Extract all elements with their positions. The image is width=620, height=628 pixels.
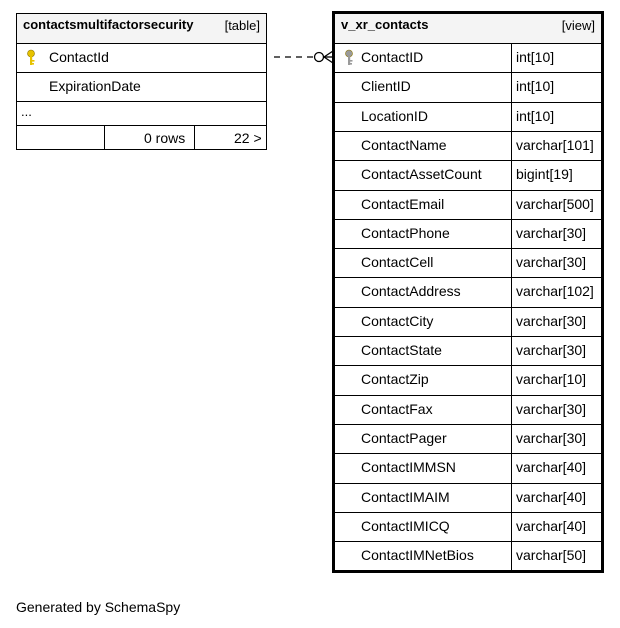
primary-key-icon <box>343 49 355 67</box>
column-name: ContactAssetCount <box>361 166 482 183</box>
column-name: ContactCity <box>361 312 434 329</box>
column-name: ContactIMICQ <box>361 517 450 534</box>
column-name: ExpirationDate <box>49 78 141 94</box>
column-type: varchar[40] <box>516 459 587 476</box>
column-name: ContactAddress <box>361 283 461 300</box>
generated-by-footer: Generated by SchemaSpy <box>16 599 181 615</box>
column-row[interactable] <box>17 43 266 73</box>
column-name: ContactFax <box>361 400 433 417</box>
column-row[interactable] <box>335 277 601 307</box>
column-row[interactable] <box>335 365 601 395</box>
column-row[interactable] <box>335 102 601 132</box>
column-type: varchar[500] <box>516 195 594 212</box>
column-row[interactable] <box>335 483 601 513</box>
column-type: varchar[10] <box>516 371 587 388</box>
column-row[interactable] <box>335 512 601 542</box>
column-name: ContactCell <box>361 254 434 271</box>
column-row[interactable] <box>335 453 601 483</box>
column-name: ContactEmail <box>361 195 445 212</box>
table-name: contactsmultifactorsecurity <box>23 17 194 32</box>
column-type: varchar[30] <box>516 429 587 446</box>
column-row[interactable] <box>335 190 601 220</box>
column-type: varchar[102] <box>516 283 594 300</box>
primary-key-icon <box>25 49 37 67</box>
table-contactsmultifactorsecurity[interactable] <box>16 13 267 150</box>
table-footer-row <box>17 125 266 150</box>
row-count: 0 rows <box>144 130 186 146</box>
column-name: LocationID <box>361 107 428 124</box>
children-count-link[interactable]: 22 > <box>234 130 262 146</box>
column-name: ContactZip <box>361 371 429 388</box>
more-columns-ellipsis: ... <box>21 104 32 119</box>
column-type: varchar[101] <box>516 136 594 153</box>
view-kind: [view] <box>561 18 595 33</box>
view-name: v_xr_contacts <box>341 17 429 32</box>
column-type: varchar[50] <box>516 547 587 564</box>
column-row[interactable] <box>335 541 601 571</box>
column-type: int[10] <box>516 107 555 124</box>
column-name: ContactId <box>49 49 109 65</box>
column-row[interactable] <box>335 248 601 278</box>
column-row[interactable] <box>335 219 601 249</box>
column-name: ContactPhone <box>361 224 450 241</box>
column-type: varchar[30] <box>516 400 587 417</box>
column-row[interactable] <box>335 43 601 73</box>
column-row[interactable] <box>335 160 601 190</box>
column-type: int[10] <box>516 78 555 95</box>
column-type: varchar[30] <box>516 342 587 358</box>
column-row[interactable] <box>335 131 601 161</box>
column-type: varchar[30] <box>516 312 587 329</box>
column-name: ContactIMMSN <box>361 459 456 476</box>
column-type: varchar[30] <box>516 224 587 241</box>
column-name: ContactIMAIM <box>361 488 450 505</box>
column-type: int[10] <box>516 49 555 65</box>
view-v_xr_contacts[interactable] <box>332 11 604 573</box>
relationship-optional-circle <box>315 53 324 62</box>
column-type: bigint[19] <box>516 166 573 183</box>
column-row[interactable] <box>335 336 601 366</box>
column-row[interactable] <box>335 307 601 337</box>
table-header <box>17 14 266 44</box>
column-row[interactable] <box>335 424 601 454</box>
column-type: varchar[40] <box>516 488 587 505</box>
column-type: varchar[30] <box>516 254 587 271</box>
column-name: ContactName <box>361 136 447 153</box>
view-header <box>335 14 601 44</box>
column-name: ContactPager <box>361 429 447 446</box>
column-name: ContactID <box>361 49 424 65</box>
column-row[interactable] <box>335 395 601 425</box>
column-row[interactable] <box>17 72 266 102</box>
column-name: ContactState <box>361 342 442 358</box>
column-type: varchar[40] <box>516 517 587 534</box>
column-name: ClientID <box>361 78 411 95</box>
column-name: ContactIMNetBios <box>361 547 474 564</box>
table-kind: [table] <box>224 18 260 33</box>
column-row[interactable] <box>335 72 601 102</box>
